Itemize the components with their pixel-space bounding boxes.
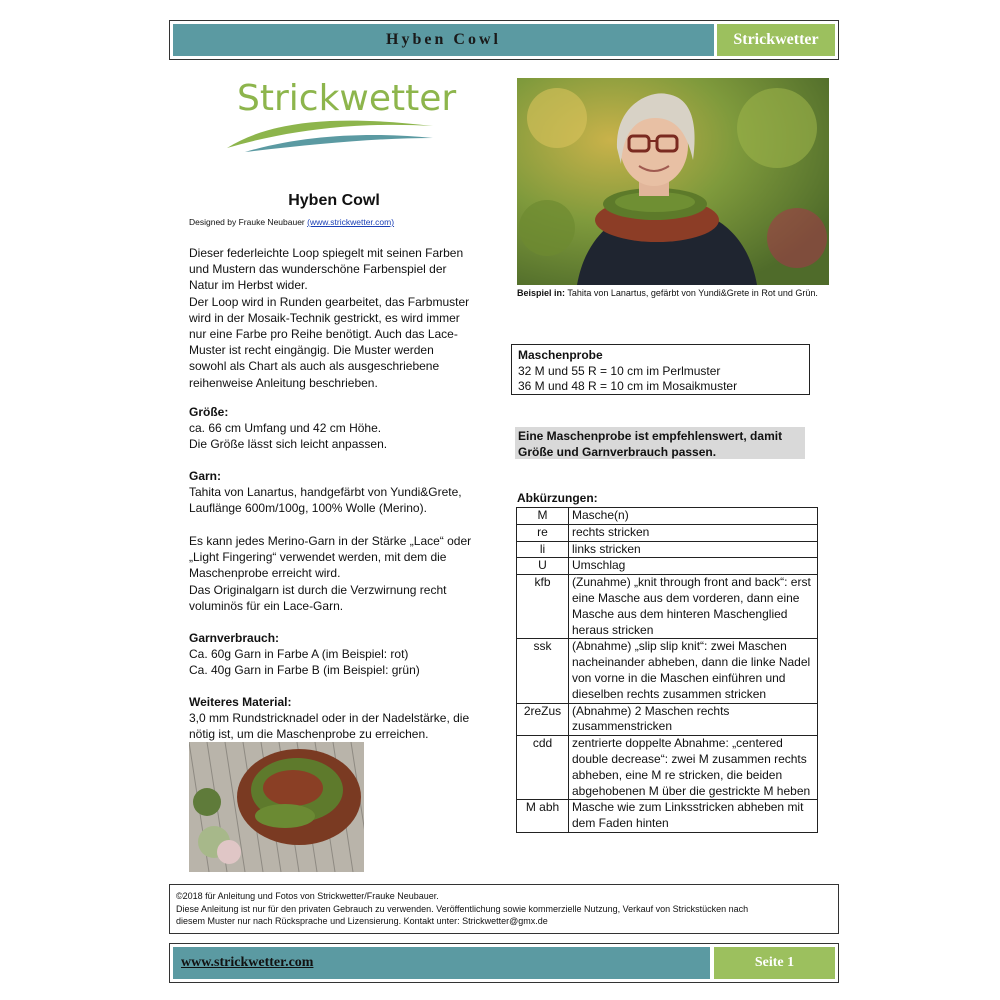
header-bar — [169, 20, 839, 60]
maschenprobe-line: 32 M und 55 R = 10 cm im Perlmuster — [518, 363, 721, 378]
abbr-key: kfb — [517, 575, 569, 639]
groesse-heading: Größe: — [189, 405, 229, 419]
abbr-key: ssk — [517, 639, 569, 703]
table-row — [517, 800, 818, 833]
footer-url-box — [173, 947, 710, 979]
logo-wordmark: Strickwetter — [237, 78, 457, 119]
footer-page-box — [714, 947, 835, 979]
abbr-key: M abh — [517, 800, 569, 833]
section-garn — [189, 468, 489, 517]
section-material — [189, 694, 489, 743]
header-title-box — [173, 24, 714, 56]
page-number: Seite 1 — [754, 955, 795, 970]
abbr-value: (Abnahme) „slip slip knit“: zwei Maschen nacheinander abheben, dann die linke Nadel von vorne in die Maschen einführen und dieselben rechts zusammen stricken — [569, 639, 818, 703]
table-row — [517, 736, 818, 800]
model-photo — [517, 78, 829, 285]
abbr-value: rechts stricken — [569, 524, 818, 541]
abbr-key: li — [517, 541, 569, 558]
groesse-line: Die Größe lässt sich leicht anpassen. — [189, 437, 388, 452]
abbr-key: U — [517, 558, 569, 575]
garn-extra-line: „Light Fingering“ verwendet werden, mit dem die — [189, 550, 447, 565]
groesse-line: ca. 66 cm Umfang und 42 cm Höhe. — [189, 421, 382, 436]
maschenprobe-line: 36 M und 48 R = 10 cm im Mosaikmuster — [518, 379, 738, 393]
abbr-value: (Zunahme) „knit through front and back“: erst eine Masche aus dem vorderen, dann eine Masche aus dem hinteren Maschenglied heraus stricken — [569, 575, 818, 639]
table-row — [517, 508, 818, 525]
abbreviations-table — [516, 507, 818, 833]
header-brand-box — [717, 24, 835, 56]
maschenprobe-heading: Maschenprobe — [518, 348, 603, 362]
garn-extra-line: Das Originalgarn ist durch die Verzwirnung recht — [189, 582, 447, 597]
section-garnverbrauch — [189, 630, 489, 679]
photo-caption — [517, 287, 822, 299]
section-groesse — [189, 404, 489, 453]
intro-line: Muster ist recht eingängig. Die Muster werden — [189, 343, 434, 358]
copyright-line: diesem Muster nur nach Rücksprache und Lizensierung. Kontakt unter: Strickwetter@gmx.de — [176, 916, 548, 926]
abbr-value: Masche wie zum Linksstricken abheben mit dem Faden hinten — [569, 800, 818, 833]
abbr-key: cdd — [517, 736, 569, 800]
garn-line: Lauflänge 600m/100g, 100% Wolle (Merino). — [189, 501, 427, 516]
intro-line: und Mustern das wunderschöne Farbenspiel der — [189, 262, 447, 277]
strickwetter-logo — [225, 78, 457, 158]
garn-extra-line: Es kann jedes Merino-Garn in der Stärke „Lace“ oder — [189, 534, 472, 548]
garn-heading: Garn: — [189, 469, 222, 483]
intro-line: wird in der Mosaik-Technik gestrickt, es wird immer — [189, 310, 460, 325]
abbr-key: M — [517, 508, 569, 525]
table-row — [517, 558, 818, 575]
designer-credit — [189, 217, 394, 227]
abbr-value: links stricken — [569, 541, 818, 558]
garn-line: Tahita von Lanartus, handgefärbt von Yundi&Grete, — [189, 485, 462, 500]
model-photo-image — [517, 78, 829, 285]
intro-line: Dieser federleichte Loop spiegelt mit seinen Farben — [189, 246, 464, 260]
logo-wave-icon — [225, 108, 437, 158]
garnverbrauch-line: Ca. 60g Garn in Farbe A (im Beispiel: rot) — [189, 647, 409, 662]
intro-line: sowohl als Chart als auch als ausgeschriebene — [189, 359, 440, 374]
material-heading: Weiteres Material: — [189, 695, 292, 709]
table-row — [517, 541, 818, 558]
footer-bar — [169, 943, 839, 983]
designer-name: Designed by Frauke Neubauer — [189, 217, 305, 227]
intro-line: nur eine Farbe pro Reihe benötigt. Auch das Lace- — [189, 327, 458, 342]
garn-extra-line: Maschenprobe erreicht wird. — [189, 566, 341, 581]
caption-label: Beispiel in: — [517, 288, 566, 298]
table-row — [517, 524, 818, 541]
copyright-line: Diese Anleitung ist nur für den privaten Gebrauch zu verwenden. Veröffentlichung sowie kommerzielle Nutzung, Verkauf von Strickstücken nach — [176, 903, 749, 914]
intro-line: reihenweise Anleitung beschrieben. — [189, 375, 378, 390]
table-row — [517, 575, 818, 639]
garn-extra-line: voluminös für ein Lace-Garn. — [189, 598, 344, 613]
header-brand: Strickwetter — [733, 31, 819, 48]
garnverbrauch-line: Ca. 40g Garn in Farbe B (im Beispiel: grün) — [189, 663, 420, 678]
abkuerzungen-heading: Abkürzungen: — [517, 491, 598, 505]
document-title: Hyben Cowl — [288, 192, 380, 209]
footer-website-link[interactable]: www.strickwetter.com — [181, 955, 314, 970]
cowl-flatlay-photo — [189, 742, 364, 872]
abbr-value: (Abnahme) 2 Maschen rechts zusammenstricken — [569, 703, 818, 736]
copyright-box — [169, 884, 839, 934]
table-row — [517, 703, 818, 736]
intro-line: Natur im Herbst wider. — [189, 278, 308, 293]
abbr-value: zentrierte doppelte Abnahme: „centered double decrease“: zwei M zusammen rechts abheben, eine M re stricken, die beiden abgehobenen M über die gestrickte M heben — [569, 736, 818, 800]
designer-website-link[interactable]: (www.strickwetter.com) — [307, 217, 395, 227]
maschenprobe-box — [511, 344, 810, 395]
header-title: Hyben Cowl — [386, 31, 501, 48]
abbr-value: Masche(n) — [569, 508, 818, 525]
abbr-value: Umschlag — [569, 558, 818, 575]
note-line: Eine Maschenprobe ist empfehlenswert, damit — [518, 429, 783, 443]
copyright-line: ©2018 für Anleitung und Fotos von Strickwetter/Frauke Neubauer. — [176, 891, 439, 901]
material-line: 3,0 mm Rundstricknadel oder in der Nadelstärke, die — [189, 711, 470, 726]
section-garn-alternative — [189, 533, 489, 614]
table-row — [517, 639, 818, 703]
material-line: nötig ist, um die Maschenprobe zu erreichen. — [189, 727, 429, 742]
intro-paragraph — [189, 245, 489, 391]
abbr-key: re — [517, 524, 569, 541]
cowl-flatlay-image — [189, 742, 364, 872]
abbr-key: 2reZus — [517, 703, 569, 736]
maschenprobe-note — [515, 427, 805, 459]
intro-line: Der Loop wird in Runden gearbeitet, das Farbmuster — [189, 294, 470, 309]
note-line: Größe und Garnverbrauch passen. — [518, 444, 717, 459]
garnverbrauch-heading: Garnverbrauch: — [189, 631, 280, 645]
caption-text: Tahita von Lanartus, gefärbt von Yundi&Grete in Rot und Grün. — [565, 288, 818, 298]
